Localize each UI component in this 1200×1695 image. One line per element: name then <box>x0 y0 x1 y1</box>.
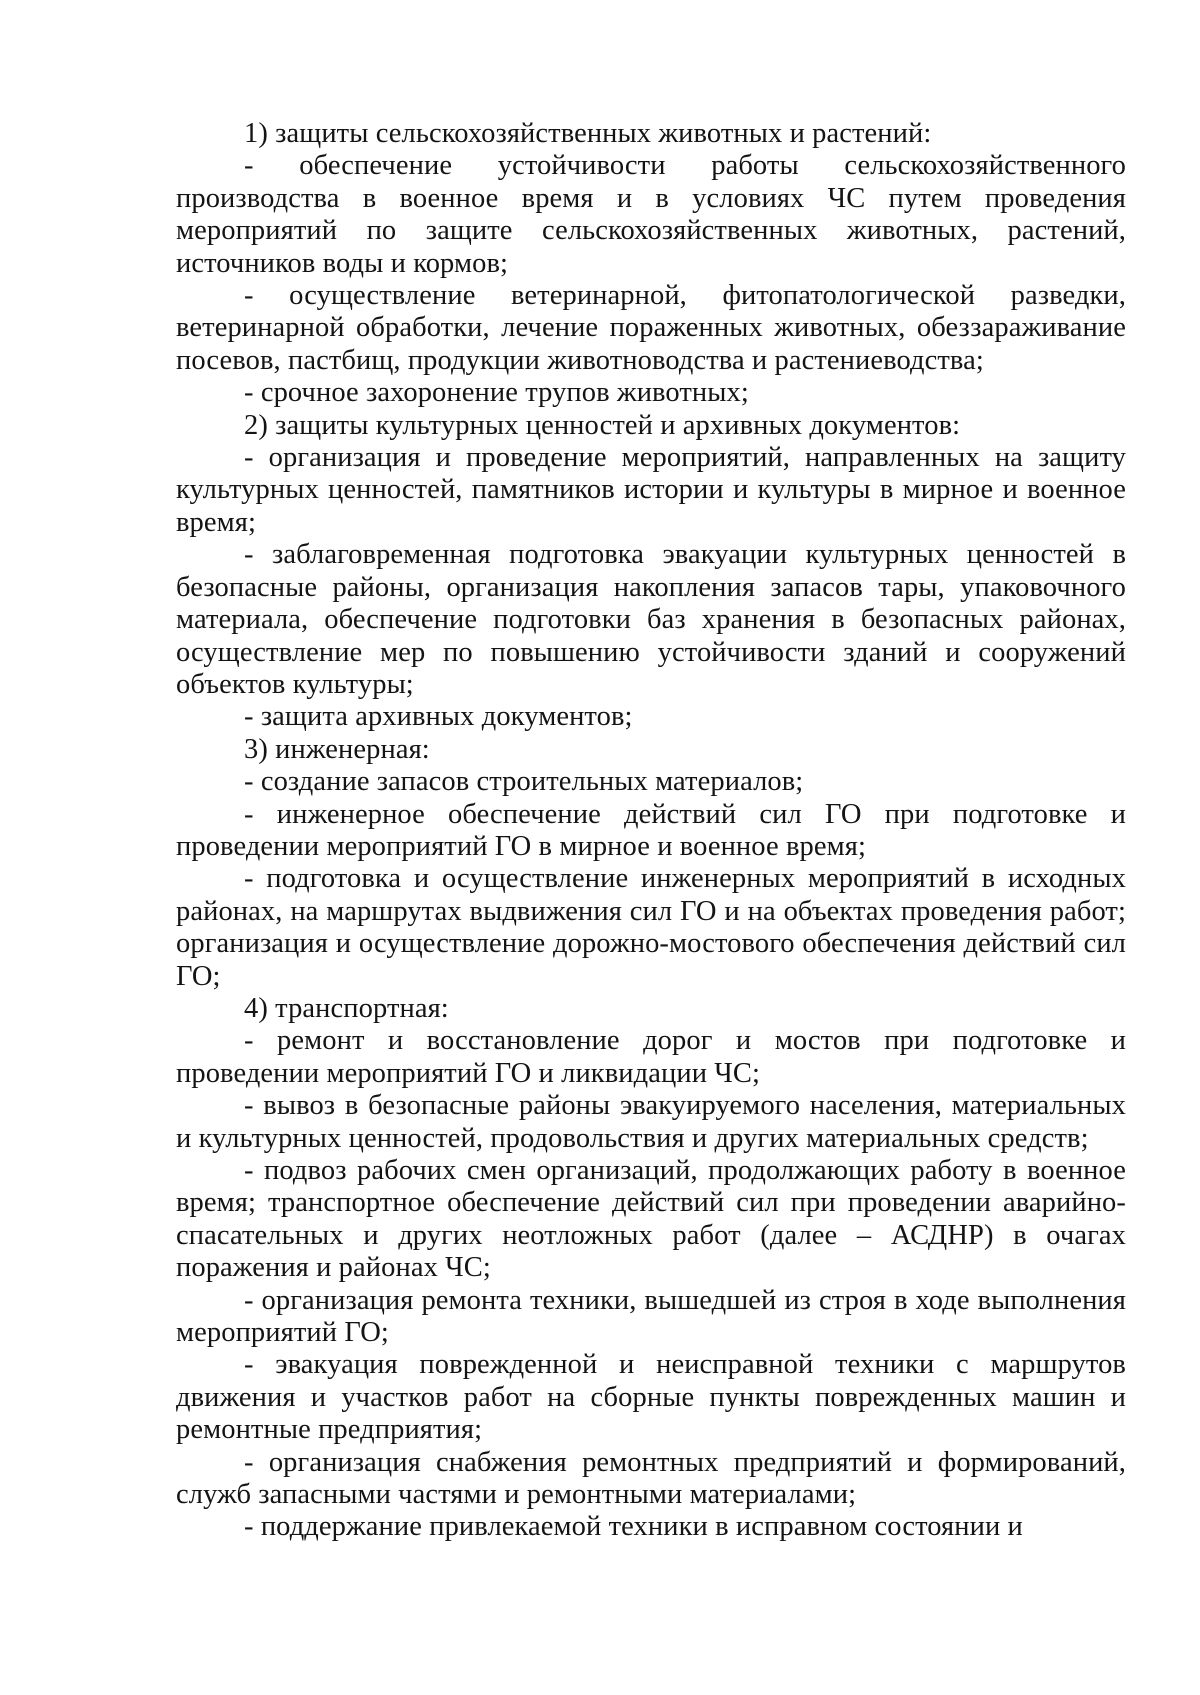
paragraph-8: - защита архивных документов; <box>244 701 633 733</box>
paragraph-10: - создание запасов строительных материалов; <box>244 766 804 798</box>
document-body <box>176 118 1126 1544</box>
paragraph-14: - ремонт и восстановление дорог и мостов при подготовке и проведении мероприятий ГО и ликвидации ЧС; <box>176 1025 1126 1089</box>
paragraph-18: - эвакуация поврежденной и неисправной техники с маршрутов движения и участков работ на сборные пункты поврежденных машин и ремонтные предприятия; <box>176 1349 1126 1446</box>
paragraph-20: - поддержание привлекаемой техники в исправном состоянии и <box>244 1511 1023 1543</box>
paragraph-5: 2) защиты культурных ценностей и архивных документов: <box>244 409 961 441</box>
paragraph-2: - обеспечение устойчивости работы сельскохозяйственного производства в военное время и в условиях ЧС путем проведения мероприятий по защите сельскохозяйственных животных, растений, источников воды и кормов; <box>176 150 1126 279</box>
paragraph-11: - инженерное обеспечение действий сил ГО при подготовке и проведении мероприятий ГО в мирное и военное время; <box>176 798 1126 862</box>
paragraph-1: 1) защиты сельскохозяйственных животных и растений: <box>244 118 932 149</box>
paragraph-16: - подвоз рабочих смен организаций, продолжающих работу в военное время; транспортное обеспечение действий сил при проведении аварийно-спасательных и других неотложных работ (далее – АСДНР) в очагах поражения и районах ЧС; <box>176 1155 1126 1284</box>
paragraph-15: - вывоз в безопасные районы эвакуируемого населения, материальных и культурных ценностей, продовольствия и других материальных средств; <box>176 1090 1126 1154</box>
paragraph-9: 3) инженерная: <box>244 733 430 765</box>
paragraph-13: 4) транспортная: <box>244 992 449 1024</box>
paragraph-19: - организация снабжения ремонтных предприятий и формирований, служб запасными частями и ремонтными материалами; <box>176 1446 1126 1511</box>
paragraph-4: - срочное захоронение трупов животных; <box>244 377 749 409</box>
paragraph-6: - организация и проведение мероприятий, направленных на защиту культурных ценностей, памятников истории и культуры в мирное и военное время; <box>176 442 1126 538</box>
paragraph-3: - осуществление ветеринарной, фитопатологической разведки, ветеринарной обработки, лечение пораженных животных, обеззараживание посевов, пастбищ, продукции животноводства и растениеводства; <box>176 280 1126 376</box>
paragraph-12: - подготовка и осуществление инженерных мероприятий в исходных районах, на маршрутах выдвижения сил ГО и на объектах проведения работ; организация и осуществление дорожно-мостового обеспечения действий сил ГО; <box>176 863 1126 992</box>
paragraph-7: - заблаговременная подготовка эвакуации культурных ценностей в безопасные районы, организация накопления запасов тары, упаковочного материала, обеспечение подготовки баз хранения в безопасных районах, осуществление мер по повышению устойчивости зданий и сооружений объектов культуры; <box>176 539 1126 700</box>
paragraph-17: - организация ремонта техники, вышедшей из строя в ходе выполнения мероприятий ГО; <box>176 1284 1126 1349</box>
